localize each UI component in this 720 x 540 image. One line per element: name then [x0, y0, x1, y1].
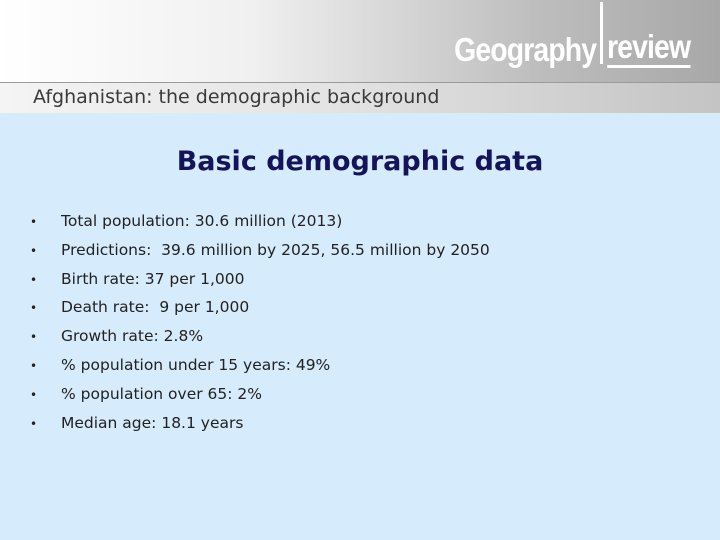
bullet-icon: • [30, 243, 38, 258]
bullet-text: Growth rate: 2.8% [61, 327, 204, 346]
slide-title: Basic demographic data [176, 146, 544, 177]
bullet-item [30, 212, 490, 241]
bullet-icon: • [30, 330, 38, 345]
bullet-icon: • [30, 387, 38, 402]
bullet-text: Death rate: 9 per 1,000 [61, 298, 250, 317]
logo-text-geography: Geography [454, 31, 597, 68]
slide-subtitle: Afghanistan: the demographic background [33, 86, 440, 108]
subtitle-band [0, 82, 720, 113]
bullet-text: Total population: 30.6 million (2013) [61, 212, 343, 230]
bullet-item [30, 356, 490, 385]
bullet-text: % population over 65: 2% [61, 384, 263, 403]
bullet-icon: • [30, 301, 38, 316]
bullet-item [30, 414, 490, 443]
bullet-text: Predictions: 39.6 million by 2025, 56.5 million by 2050 [61, 240, 490, 259]
bullet-item [30, 327, 490, 356]
bullet-item [30, 241, 490, 270]
geography-review-logo [431, 28, 704, 68]
bullet-list [30, 212, 490, 442]
bullet-text: Birth rate: 37 per 1,000 [61, 269, 245, 288]
bullet-item [30, 385, 490, 414]
logo-text-review: review [607, 29, 690, 68]
bullet-icon: • [30, 215, 38, 229]
bullet-icon: • [30, 358, 38, 373]
bullet-text: % population under 15 years: 49% [61, 355, 331, 374]
bullet-item [30, 298, 490, 327]
bullet-item [30, 270, 490, 299]
bullet-text: Median age: 18.1 years [61, 413, 244, 432]
bullet-icon: • [30, 416, 38, 431]
bullet-icon: • [30, 272, 38, 287]
header-banner [0, 0, 720, 82]
logo-divider [600, 2, 603, 64]
